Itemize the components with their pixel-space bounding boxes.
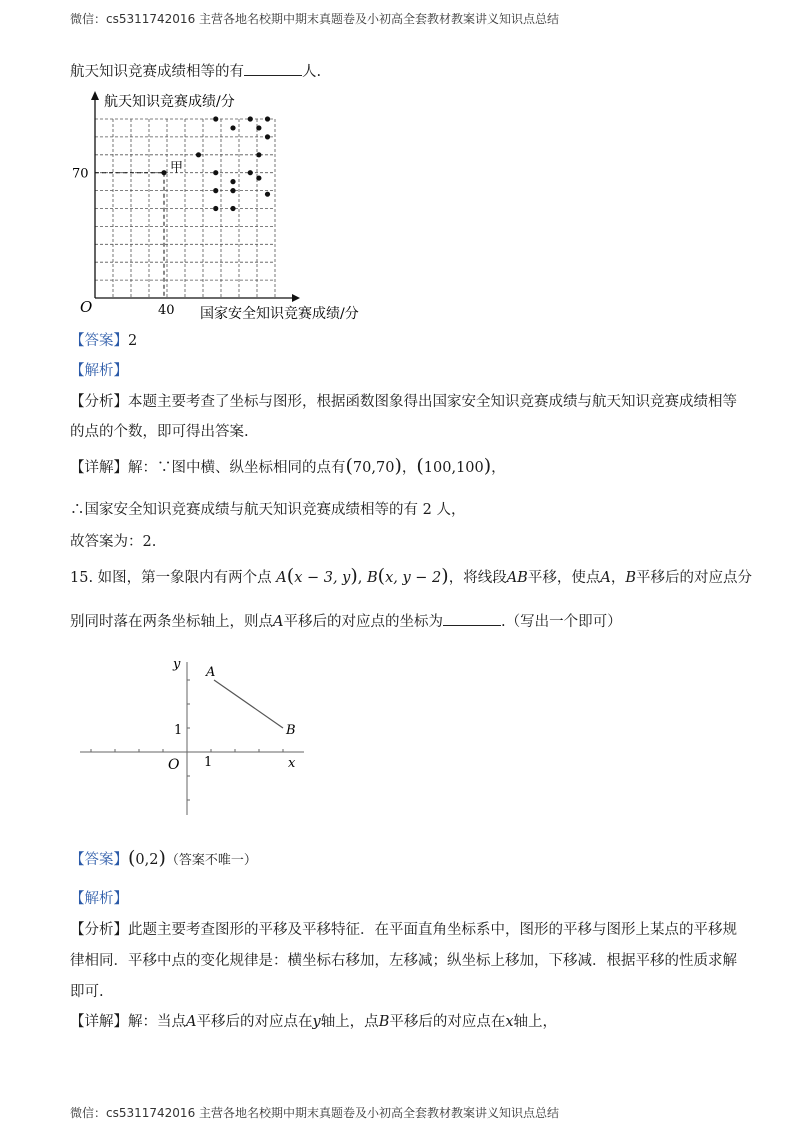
chart-grid [95, 119, 275, 298]
q14-analysis-line1 [70, 392, 737, 412]
scatter-point [230, 179, 235, 184]
scatter-point [196, 152, 201, 157]
scatter-point [256, 125, 261, 130]
q14-tail-text: 航天知识竞赛成绩相等的有 [70, 64, 244, 80]
q15-detail-text-g: 平移后的对应点在 [389, 1014, 506, 1030]
q14-tail-end: 人. [302, 64, 322, 80]
q14-analysis-text-1: 本题主要考查了坐标与图形，根据函数图象得出国家安全知识竞赛成绩与航天知识竞赛成绩相等 [128, 394, 737, 410]
label-b: B [286, 723, 296, 738]
origin-label: O [168, 757, 180, 773]
x-tick-1: 1 [204, 755, 213, 770]
q15-analysis-line1 [70, 920, 737, 940]
point-100-100: 100,100 [423, 460, 484, 476]
q15-detail-line1 [70, 1012, 730, 1032]
coordinate-figure [76, 650, 316, 820]
segment-ab [214, 680, 283, 728]
answer-tag: 【答案】 [70, 852, 128, 868]
q15-coords-a: x − 3, y [294, 570, 351, 586]
answer-blank [244, 75, 302, 76]
q15-text-1c: 平移，使点 [527, 570, 601, 586]
scatter-point [256, 152, 261, 157]
y-tick-1: 1 [174, 723, 183, 738]
scatter-point [256, 175, 261, 180]
q15-analysis-line3: 即可. [70, 984, 104, 1000]
q14-answer-line [70, 331, 730, 351]
q15-text-1a: 15. 如图，第一象限内有两个点 [70, 570, 272, 586]
analysis-sub-tag: 【分析】 [70, 394, 128, 410]
x-axis-label: 国家安全知识竞赛成绩/分 [200, 306, 359, 322]
page-header: 微信：cs5311742016 主营各地名校期中期末真题卷及小初高全套教材教案讲义知识点总结 [70, 12, 560, 26]
analysis-sub-tag: 【分析】 [70, 922, 128, 938]
q15-text-2c: 平移后的对应点的坐标为 [283, 614, 443, 630]
q15-point-b: B [367, 570, 378, 586]
q15-analysis-text-1: 此题主要考查图形的平移及平移特征．在平面直角坐标系中，图形的平移与图形上某点的平移规 [128, 922, 737, 938]
q14-question-tail [70, 62, 730, 82]
q15-point-a: A [276, 570, 287, 586]
q15-answer-line: 【答案】(0,2)（答案不唯一） [70, 847, 257, 869]
y-axis-label: y [173, 657, 181, 672]
q15-detail-text-i: 轴上， [513, 1014, 558, 1030]
q15-text-1d: A [600, 570, 611, 586]
q15-detail-point-a: A [186, 1014, 197, 1030]
answer-blank [443, 625, 501, 626]
q15-text-2a: 别同时落在两条坐标轴上，则点 [70, 614, 273, 630]
q15-detail-text-c: 平移后的对应点在 [196, 1014, 313, 1030]
x-axis-arrow [292, 294, 300, 302]
q14-detail-text: 解：∵图中横、纵坐标相同的点有 [128, 460, 346, 476]
q14-answer: 2 [128, 333, 138, 349]
q15-text-1b: ，将线段 [448, 570, 507, 586]
y-axis-arrow [91, 91, 99, 100]
q15-detail-text-a: 解：当点 [128, 1014, 186, 1030]
q15-text-1e: ， [610, 570, 626, 586]
y-axis-label: 航天知识竞赛成绩/分 [104, 94, 235, 110]
scatter-chart [60, 86, 390, 326]
scatter-point [213, 170, 218, 175]
scatter-point [230, 125, 235, 130]
scatter-point [265, 116, 270, 121]
q15-detail-text-e: 轴上，点 [320, 1014, 379, 1030]
q15-question-line2 [70, 612, 730, 632]
analysis-tag: 【解析】 [70, 891, 128, 907]
point-70-70: 70,70 [352, 460, 395, 476]
q15-detail-point-b: B [378, 1014, 390, 1030]
scatter-point [230, 188, 235, 193]
q14-detail-line2: ∴国家安全知识竞赛成绩与航天知识竞赛成绩相等的有 2 人， [70, 502, 466, 518]
label-a: A [206, 665, 216, 680]
q14-detail-line1: 【详解】解：∵图中横、纵坐标相同的点有(70,70)，(100,100)， [70, 455, 506, 477]
answer-tag: 【答案】 [70, 333, 128, 349]
x-axis-label: x [288, 756, 296, 771]
scatter-point [213, 188, 218, 193]
q15-analysis-heading [70, 889, 730, 909]
detail-tag: 【详解】 [70, 1014, 128, 1030]
q14-analysis-line2: 的点的个数，即可得出答案. [70, 424, 249, 440]
scatter-point [248, 116, 253, 121]
q15-text-1f: B [625, 570, 636, 586]
y-tick-label: 70 [72, 166, 89, 182]
point-label-jia: 甲 [170, 160, 184, 176]
q15-segment: AB [506, 570, 528, 586]
analysis-tag: 【解析】 [70, 363, 128, 379]
q15-text-2b: A [273, 614, 284, 630]
scatter-point [230, 206, 235, 211]
x-tick-label: 40 [158, 303, 175, 318]
detail-tag: 【详解】 [70, 460, 128, 476]
q15-answer-note: （答案不唯一） [165, 853, 257, 868]
q15-coords-b: x, y − 2 [385, 570, 442, 586]
q15-text-1g: 平移后的对应点分 [635, 570, 752, 586]
q15-question-line1: 15. 如图，第一象限内有两个点 A(x − 3, y), B(x, y − 2)，将线段AB平移，使点A，B平移后的对应点分 [70, 565, 752, 587]
page-footer: 微信：cs5311742016 主营各地名校期中期末真题卷及小初高全套教材教案讲义知识点总结 [70, 1106, 560, 1120]
scatter-point [265, 134, 270, 139]
q15-detail-y: y [312, 1014, 321, 1030]
scatter-point [213, 206, 218, 211]
q14-analysis-heading [70, 361, 730, 381]
scatter-point [265, 192, 270, 197]
origin-label: O [80, 298, 93, 316]
q15-analysis-line2: 律相同．平移中点的变化规律是：横坐标右移加，左移减；纵坐标上移加，下移减．根据平移的性质求解 [70, 953, 737, 969]
q15-answer: 0,2 [135, 852, 159, 868]
q15-text-2d: .（写出一个即可） [500, 614, 622, 630]
scatter-point [248, 170, 253, 175]
q15-detail-x: x [505, 1014, 514, 1030]
scatter-point [213, 116, 218, 121]
q14-detail-line3: 故答案为：2. [70, 534, 157, 550]
scatter-point [161, 170, 166, 175]
